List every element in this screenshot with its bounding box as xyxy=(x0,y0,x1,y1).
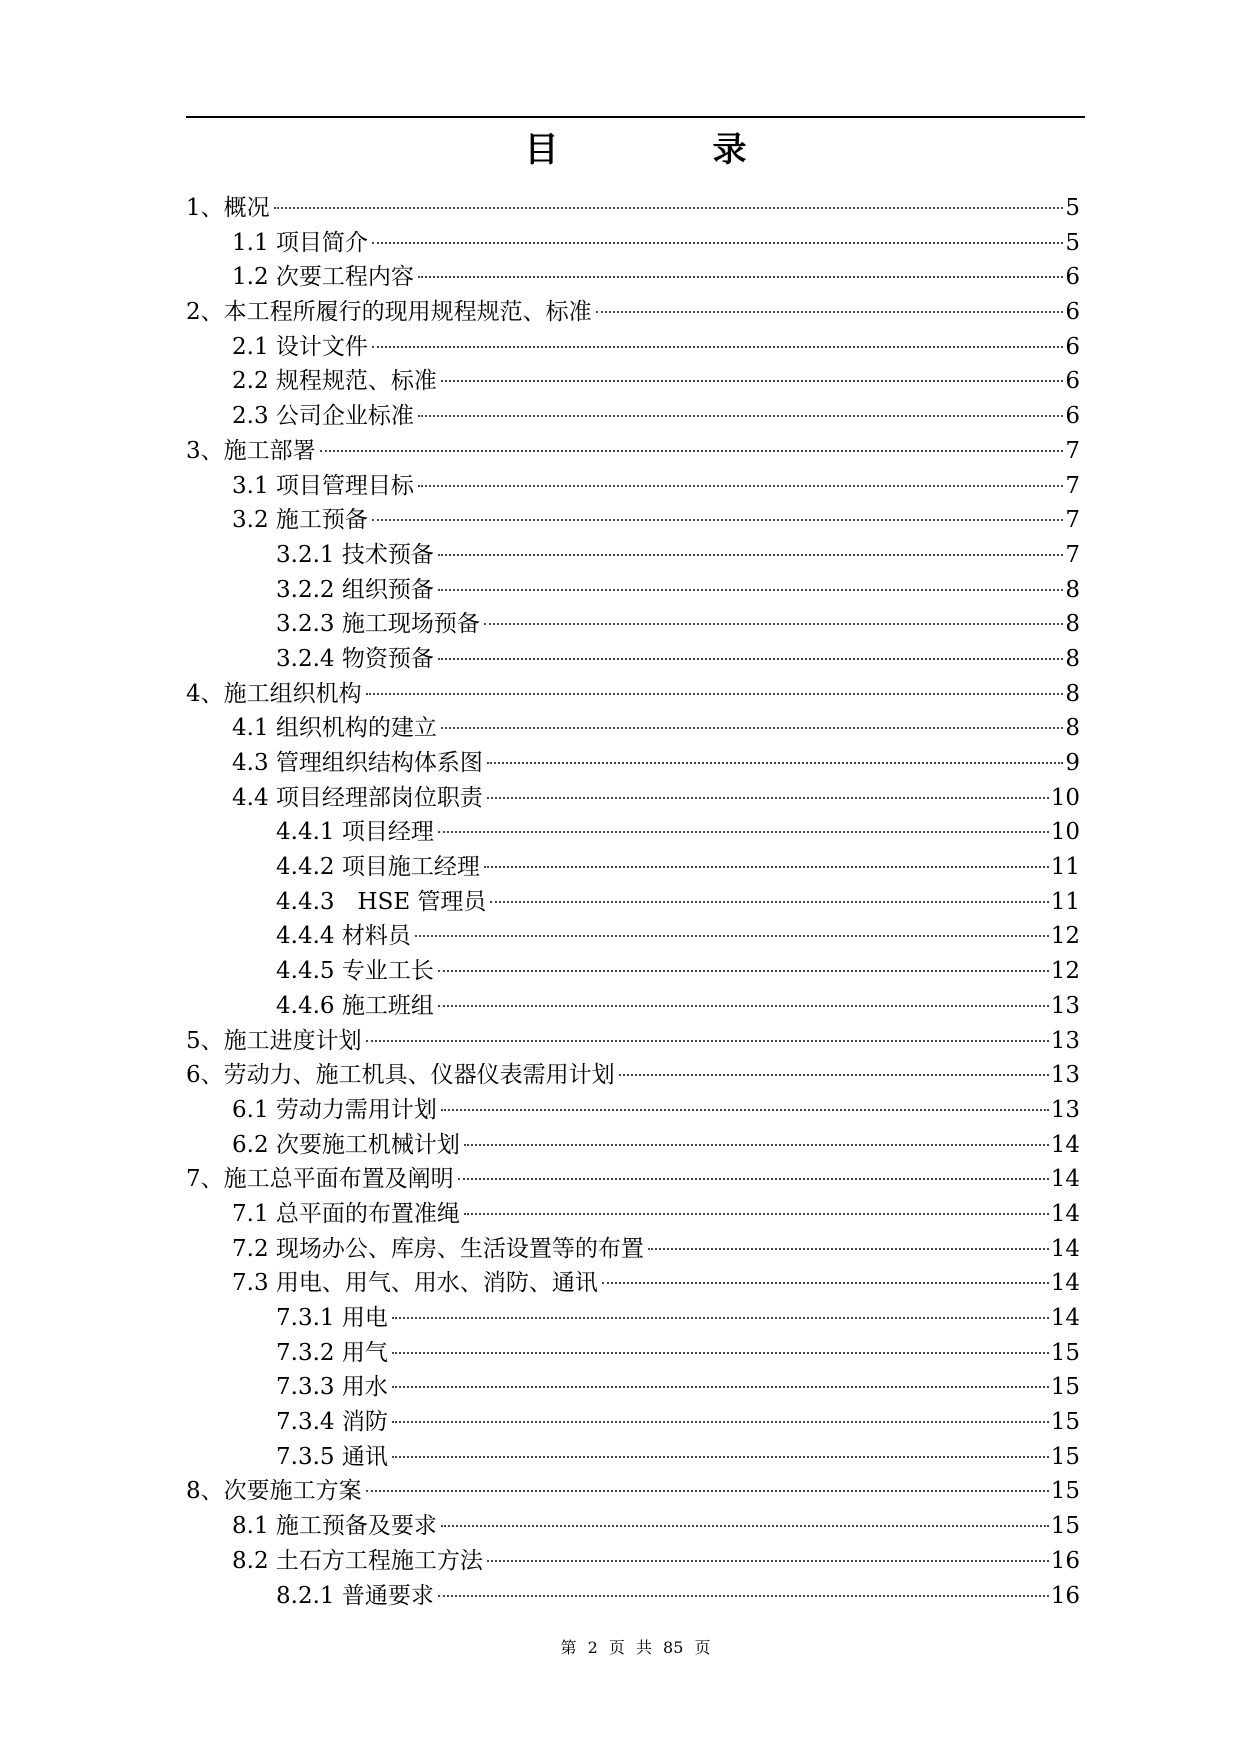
toc-entry-page-number: 7 xyxy=(1065,541,1080,568)
toc-entry[interactable] xyxy=(186,399,1080,434)
toc-entry-label: 5、施工进度计划 xyxy=(186,1027,362,1054)
toc-entry-label: 2.1 设计文件 xyxy=(232,333,368,360)
toc-entry-label: 4.4 项目经理部岗位职责 xyxy=(232,784,483,811)
toc-entry-label: 1、概况 xyxy=(186,195,270,221)
toc-entry[interactable] xyxy=(186,503,1080,538)
dot-leader xyxy=(441,1109,1049,1111)
dot-leader xyxy=(487,1560,1049,1562)
toc-entry-label: 4.1 组织机构的建立 xyxy=(232,715,437,742)
dot-leader xyxy=(490,901,1048,903)
toc-entry[interactable] xyxy=(186,330,1080,365)
toc-entry-page-number: 7 xyxy=(1065,437,1080,464)
toc-entry-label: 8.2 土石方工程施工方法 xyxy=(232,1547,483,1574)
dot-leader xyxy=(366,1040,1049,1042)
toc-entry-label: 4.4.6 施工班组 xyxy=(276,992,434,1019)
toc-entry-page-number: 13 xyxy=(1050,1096,1080,1123)
toc-entry-page-number: 12 xyxy=(1050,923,1080,950)
dot-leader xyxy=(392,1352,1049,1354)
toc-entry-label: 3.2.1 技术预备 xyxy=(276,541,434,568)
dot-leader xyxy=(366,693,1064,695)
dot-leader xyxy=(392,1456,1049,1458)
toc-entry[interactable] xyxy=(186,260,1080,295)
toc-entry-page-number: 8 xyxy=(1065,715,1080,742)
toc-entry[interactable] xyxy=(186,1058,1080,1093)
toc-entry-label: 3.2 施工预备 xyxy=(232,507,368,534)
toc-entry[interactable] xyxy=(186,607,1080,642)
dot-leader xyxy=(392,1421,1049,1423)
toc-entry[interactable] xyxy=(186,711,1080,746)
toc-entry[interactable] xyxy=(186,1544,1080,1579)
toc-entry-page-number: 6 xyxy=(1065,333,1080,360)
toc-entry-label: 4.4.5 专业工长 xyxy=(276,958,434,985)
toc-entry[interactable] xyxy=(186,746,1080,781)
toc-entry-page-number: 12 xyxy=(1050,958,1080,985)
toc-entry-page-number: 6 xyxy=(1065,264,1080,291)
dot-leader xyxy=(418,276,1063,278)
dot-leader xyxy=(438,658,1064,660)
toc-entry-page-number: 15 xyxy=(1050,1443,1080,1470)
dot-leader xyxy=(487,797,1049,799)
page-footer: 第 2 页 共 85 页 xyxy=(560,1638,711,1657)
table-of-contents xyxy=(186,191,1080,1613)
toc-entry[interactable] xyxy=(186,1128,1080,1163)
toc-entry-page-number: 14 xyxy=(1050,1131,1080,1158)
dot-leader xyxy=(438,1005,1049,1007)
dot-leader xyxy=(596,311,1064,313)
toc-entry-page-number: 15 xyxy=(1050,1374,1080,1401)
toc-entry[interactable] xyxy=(186,1024,1080,1059)
dot-leader xyxy=(274,207,1064,209)
toc-entry[interactable] xyxy=(186,1162,1080,1197)
dot-leader xyxy=(438,970,1049,972)
dot-leader xyxy=(392,1386,1049,1388)
dot-leader xyxy=(484,623,1064,625)
dot-leader xyxy=(418,485,1063,487)
toc-entry[interactable] xyxy=(186,919,1080,954)
toc-entry-page-number: 13 xyxy=(1050,1062,1080,1089)
toc-entry[interactable] xyxy=(186,1509,1080,1544)
dot-leader xyxy=(438,554,1064,556)
toc-entry-page-number: 8 xyxy=(1065,611,1080,638)
toc-entry-label: 7.2 现场办公、库房、生活设置等的布置 xyxy=(232,1235,644,1262)
toc-entry-label: 1.1 项目简介 xyxy=(232,229,368,256)
toc-entry[interactable] xyxy=(186,1093,1080,1128)
toc-entry-page-number: 14 xyxy=(1050,1270,1080,1297)
dot-leader xyxy=(441,1525,1049,1527)
dot-leader xyxy=(372,242,1063,244)
dot-leader xyxy=(438,589,1064,591)
toc-title: 目 录 xyxy=(524,130,807,170)
toc-entry-label: 3、施工部署 xyxy=(186,437,316,464)
toc-entry[interactable] xyxy=(186,1474,1080,1509)
toc-entry-page-number: 10 xyxy=(1050,819,1080,846)
dot-leader xyxy=(372,346,1063,348)
toc-entry-label: 4.4.1 项目经理 xyxy=(276,819,434,846)
dot-leader xyxy=(464,1144,1049,1146)
toc-entry-page-number: 14 xyxy=(1050,1235,1080,1262)
toc-entry[interactable] xyxy=(186,781,1080,816)
toc-entry[interactable] xyxy=(186,677,1080,712)
toc-entry-label: 2.3 公司企业标准 xyxy=(232,403,414,430)
toc-entry-page-number: 13 xyxy=(1050,992,1080,1019)
toc-entry[interactable] xyxy=(186,1232,1080,1267)
toc-entry-label: 7.3.3 用水 xyxy=(276,1374,388,1401)
toc-entry-label: 4.4.2 项目施工经理 xyxy=(276,854,480,881)
toc-entry-page-number: 9 xyxy=(1065,750,1080,776)
toc-entry[interactable] xyxy=(186,1336,1080,1371)
toc-entry-page-number: 8 xyxy=(1065,680,1080,707)
toc-entry-label: 7.3.5 通讯 xyxy=(276,1443,388,1470)
dot-leader xyxy=(438,1595,1049,1597)
toc-entry[interactable] xyxy=(186,295,1080,330)
toc-entry[interactable] xyxy=(186,191,1080,226)
toc-entry-label: 7.3.2 用气 xyxy=(276,1339,388,1366)
toc-entry-label: 3.2.3 施工现场预备 xyxy=(276,611,480,638)
toc-entry-label: 6.2 次要施工机械计划 xyxy=(232,1131,460,1158)
toc-entry[interactable] xyxy=(186,642,1080,677)
toc-entry-label: 7.3.4 消防 xyxy=(276,1409,388,1436)
dot-leader xyxy=(458,1178,1049,1180)
toc-entry[interactable] xyxy=(186,469,1080,504)
toc-entry-page-number: 15 xyxy=(1050,1339,1080,1366)
toc-entry-label: 6.1 劳动力需用计划 xyxy=(232,1096,437,1123)
toc-entry-label: 2.2 规程规范、标准 xyxy=(232,368,437,395)
toc-entry-page-number: 7 xyxy=(1065,507,1080,534)
dot-leader xyxy=(441,727,1063,729)
dot-leader xyxy=(372,519,1063,521)
toc-entry[interactable] xyxy=(186,1440,1080,1475)
toc-entry[interactable] xyxy=(186,954,1080,989)
dot-leader xyxy=(648,1248,1049,1250)
toc-entry-page-number: 13 xyxy=(1050,1027,1080,1054)
toc-entry[interactable] xyxy=(186,434,1080,469)
toc-entry[interactable] xyxy=(186,989,1080,1024)
dot-leader xyxy=(366,1490,1049,1492)
toc-entry-page-number: 8 xyxy=(1065,645,1080,672)
dot-leader xyxy=(418,415,1063,417)
dot-leader xyxy=(484,866,1049,868)
toc-entry-page-number: 11 xyxy=(1050,854,1080,881)
toc-entry-label: 7.3.1 用电 xyxy=(276,1305,388,1331)
dot-leader xyxy=(464,1213,1049,1215)
toc-entry-page-number: 15 xyxy=(1050,1513,1080,1540)
toc-entry-page-number: 6 xyxy=(1065,403,1080,430)
toc-entry[interactable] xyxy=(186,1301,1080,1336)
toc-entry-label: 3.2.4 物资预备 xyxy=(276,645,434,672)
dot-leader xyxy=(415,935,1049,937)
toc-entry-page-number: 5 xyxy=(1065,195,1080,221)
dot-leader xyxy=(438,831,1049,833)
toc-entry-page-number: 16 xyxy=(1050,1547,1080,1574)
toc-entry-label: 4.4.4 材料员 xyxy=(276,923,411,950)
toc-entry-label: 6、劳动力、施工机具、仪器仪表需用计划 xyxy=(186,1062,615,1089)
toc-entry-label: 8.1 施工预备及要求 xyxy=(232,1513,437,1540)
toc-entry-label: 2、本工程所履行的现用规程规范、标准 xyxy=(186,299,592,326)
toc-entry-label: 4、施工组织机构 xyxy=(186,680,362,707)
toc-entry[interactable] xyxy=(186,1405,1080,1440)
toc-entry[interactable] xyxy=(186,1579,1080,1614)
toc-entry-page-number: 6 xyxy=(1065,299,1080,326)
toc-entry-label: 8、次要施工方案 xyxy=(186,1478,362,1505)
toc-entry-page-number: 14 xyxy=(1050,1305,1080,1331)
toc-entry[interactable] xyxy=(186,1370,1080,1405)
toc-entry-page-number: 6 xyxy=(1065,368,1080,395)
toc-entry-label: 4.3 管理组织结构体系图 xyxy=(232,750,483,776)
toc-entry[interactable] xyxy=(186,538,1080,573)
toc-entry-page-number: 10 xyxy=(1050,784,1080,811)
toc-entry[interactable] xyxy=(186,815,1080,850)
toc-entry-page-number: 14 xyxy=(1050,1166,1080,1193)
toc-entry-label: 4.4.3 HSE 管理员 xyxy=(276,888,487,915)
toc-entry-label: 7.1 总平面的布置准绳 xyxy=(232,1200,460,1227)
dot-leader xyxy=(487,762,1063,764)
header-rule xyxy=(186,116,1085,118)
dot-leader xyxy=(441,380,1063,382)
toc-entry-label: 7.3 用电、用气、用水、消防、通讯 xyxy=(232,1270,598,1297)
toc-entry-label: 3.2.2 组织预备 xyxy=(276,576,434,603)
toc-entry[interactable] xyxy=(186,885,1080,920)
toc-entry[interactable] xyxy=(186,1197,1080,1232)
toc-entry-page-number: 7 xyxy=(1065,472,1080,499)
toc-entry[interactable] xyxy=(186,364,1080,399)
toc-entry[interactable] xyxy=(186,573,1080,608)
dot-leader xyxy=(320,450,1064,452)
toc-entry[interactable] xyxy=(186,850,1080,885)
toc-entry-label: 8.2.1 普通要求 xyxy=(276,1582,434,1609)
dot-leader xyxy=(602,1282,1049,1284)
toc-entry-label: 7、施工总平面布置及阐明 xyxy=(186,1166,454,1193)
toc-entry[interactable] xyxy=(186,226,1080,261)
toc-entry-page-number: 11 xyxy=(1050,888,1080,915)
toc-entry-page-number: 14 xyxy=(1050,1200,1080,1227)
dot-leader xyxy=(619,1074,1049,1076)
dot-leader xyxy=(392,1317,1049,1319)
toc-entry-page-number: 15 xyxy=(1050,1478,1080,1505)
toc-entry[interactable] xyxy=(186,1266,1080,1301)
toc-entry-page-number: 15 xyxy=(1050,1409,1080,1436)
toc-entry-label: 3.1 项目管理目标 xyxy=(232,472,414,499)
toc-entry-page-number: 5 xyxy=(1065,229,1080,256)
toc-entry-page-number: 8 xyxy=(1065,576,1080,603)
toc-entry-label: 1.2 次要工程内容 xyxy=(232,264,414,291)
toc-entry-page-number: 16 xyxy=(1050,1582,1080,1609)
